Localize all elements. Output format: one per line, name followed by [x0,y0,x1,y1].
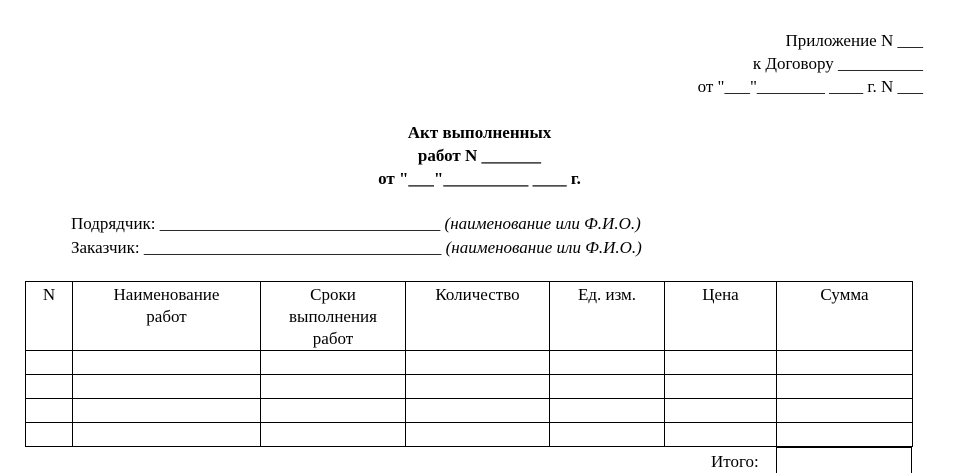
table-cell[interactable] [73,375,261,399]
table-cell[interactable] [550,375,665,399]
customer-label: Заказчик: [71,238,144,257]
table-cell[interactable] [406,375,550,399]
table-cell[interactable] [26,399,73,423]
act-number-line: работ N _______ [417,146,542,165]
customer-hint: (наименование или Ф.И.О.) [445,238,642,257]
table-cell[interactable] [261,351,406,375]
document-title: Акт выполненных [407,123,552,142]
table-cell[interactable] [261,399,406,423]
total-label: Итого: [711,452,759,471]
table-cell[interactable] [777,399,913,423]
table-header-row [26,282,913,351]
table-cell[interactable] [26,423,73,447]
customer-blank: ___________________________________ [143,238,442,257]
table-cell[interactable] [73,423,261,447]
table-cell[interactable] [406,351,550,375]
column-header-price: Цена [665,282,777,351]
table-row [26,423,913,447]
table-cell[interactable] [550,423,665,447]
contractor-label: Подрядчик: [71,214,160,233]
table-cell[interactable] [261,423,406,447]
table-cell[interactable] [406,423,550,447]
contractor-blank: _________________________________ [159,214,441,233]
contractor-line [71,213,641,235]
contract-reference-line: к Договору __________ [752,54,923,73]
table-cell[interactable] [406,399,550,423]
table-cell[interactable] [665,351,777,375]
contract-date-line: от "___"________ ____ г. N ___ [697,77,923,96]
column-header-unit: Ед. изм. [550,282,665,351]
column-header-work-name: Наименование работ [73,282,261,351]
table-cell[interactable] [26,375,73,399]
table-cell[interactable] [261,375,406,399]
column-header-sum: Сумма [777,282,913,351]
table-cell[interactable] [26,351,73,375]
works-table [25,281,913,447]
table-cell[interactable] [777,423,913,447]
table-cell[interactable] [777,351,913,375]
table-cell[interactable] [665,423,777,447]
column-header-work-terms: Сроки выполнения работ [261,282,406,351]
contractor-hint: (наименование или Ф.И.О.) [444,214,641,233]
table-row [26,399,913,423]
column-header-quantity: Количество [406,282,550,351]
table-cell[interactable] [73,351,261,375]
appendix-number-line: Приложение N ___ [785,31,923,50]
table-cell[interactable] [550,399,665,423]
act-date-line: от "___"__________ ____ г. [378,169,581,188]
table-cell[interactable] [777,375,913,399]
column-header-number: N [26,282,73,351]
table-cell[interactable] [73,399,261,423]
customer-line [71,237,642,259]
total-value-cell[interactable] [776,447,912,473]
table-row [26,375,913,399]
table-cell[interactable] [665,375,777,399]
table-row [26,351,913,375]
table-cell[interactable] [550,351,665,375]
table-cell[interactable] [665,399,777,423]
